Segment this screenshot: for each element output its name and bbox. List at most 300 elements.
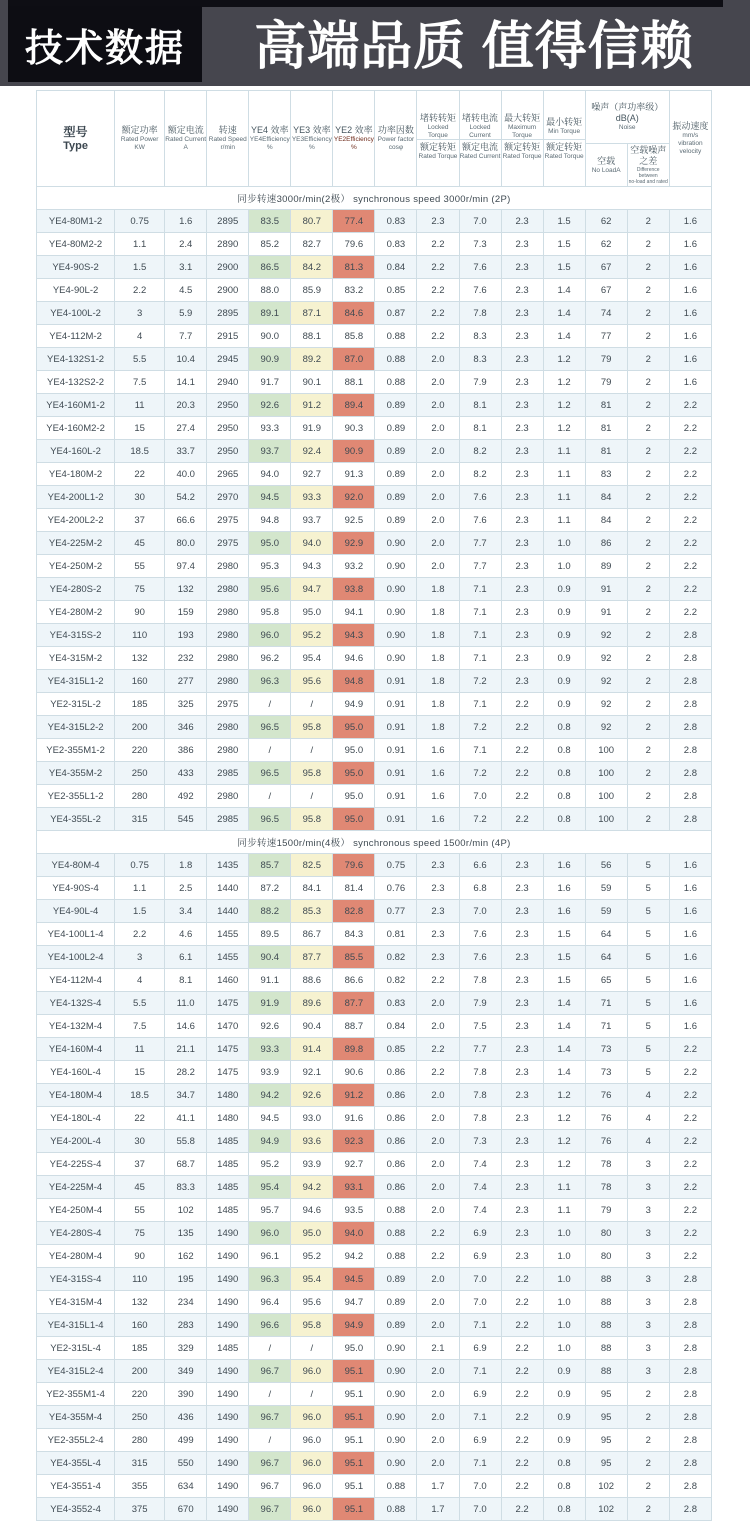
- value-cell: 81: [585, 394, 627, 417]
- value-cell: 85.2: [249, 233, 291, 256]
- value-cell: 93.1: [333, 1176, 375, 1199]
- value-cell: 545: [165, 808, 207, 831]
- value-cell: 2.8: [669, 1268, 711, 1291]
- value-cell: 92.5: [333, 509, 375, 532]
- model-cell: YE4-100L-2: [37, 302, 115, 325]
- value-cell: 2.2: [669, 1245, 711, 1268]
- value-cell: 2.3: [501, 325, 543, 348]
- column-header: [37, 91, 115, 187]
- table-row: [37, 808, 712, 831]
- value-cell: 2.3: [501, 348, 543, 371]
- value-cell: 0.8: [543, 739, 585, 762]
- value-cell: 54.2: [165, 486, 207, 509]
- value-cell: 62: [585, 210, 627, 233]
- value-cell: 1485: [207, 1176, 249, 1199]
- value-cell: 7.5: [459, 1015, 501, 1038]
- value-cell: 2.0: [417, 532, 459, 555]
- value-cell: 95.2: [291, 1245, 333, 1268]
- column-header: [333, 91, 375, 187]
- value-cell: 2.8: [669, 1314, 711, 1337]
- value-cell: 95.1: [333, 1429, 375, 1452]
- table-row: [37, 1475, 712, 1498]
- value-cell: 2.3: [417, 210, 459, 233]
- value-cell: 94.6: [333, 647, 375, 670]
- table-row: [37, 762, 712, 785]
- header-label: no-load and rated: [628, 179, 668, 185]
- value-cell: 90.9: [333, 440, 375, 463]
- value-cell: 7.9: [459, 992, 501, 1015]
- value-cell: 95.0: [333, 716, 375, 739]
- value-cell: 64: [585, 946, 627, 969]
- value-cell: 11: [115, 394, 165, 417]
- value-cell: 95.7: [249, 1199, 291, 1222]
- value-cell: 2.3: [501, 1153, 543, 1176]
- value-cell: 0.9: [543, 578, 585, 601]
- header-label: Rated Power: [120, 136, 159, 143]
- section-header-row: [37, 831, 712, 854]
- value-cell: 94.7: [333, 1291, 375, 1314]
- value-cell: 2: [627, 716, 669, 739]
- table-row: [37, 923, 712, 946]
- value-cell: 2.0: [417, 1406, 459, 1429]
- value-cell: 96.4: [249, 1291, 291, 1314]
- header-label: YE4 效率: [251, 125, 289, 135]
- value-cell: 1490: [207, 1452, 249, 1475]
- value-cell: 6.9: [459, 1429, 501, 1452]
- value-cell: 1.8: [165, 854, 207, 877]
- value-cell: 91.2: [291, 394, 333, 417]
- value-cell: 0.91: [375, 670, 417, 693]
- model-cell: YE4-100L1-4: [37, 923, 115, 946]
- value-cell: 2.2: [669, 601, 711, 624]
- value-cell: 100: [585, 785, 627, 808]
- value-cell: 96.0: [249, 624, 291, 647]
- value-cell: 82.7: [291, 233, 333, 256]
- value-cell: 7.6: [459, 923, 501, 946]
- table-container: [0, 86, 750, 1535]
- value-cell: 2.3: [501, 624, 543, 647]
- header-label: 空载噪声之差: [630, 145, 667, 166]
- value-cell: 2: [627, 1406, 669, 1429]
- value-cell: 94.2: [333, 1245, 375, 1268]
- value-cell: /: [249, 1429, 291, 1452]
- value-cell: 95.1: [333, 1383, 375, 1406]
- ratio-numerator: [417, 114, 458, 140]
- value-cell: 0.86: [375, 1084, 417, 1107]
- value-cell: 2.8: [669, 1406, 711, 1429]
- value-cell: 1490: [207, 1245, 249, 1268]
- value-cell: 92.3: [333, 1130, 375, 1153]
- value-cell: 85.7: [249, 854, 291, 877]
- value-cell: 95.2: [291, 624, 333, 647]
- value-cell: 66.6: [165, 509, 207, 532]
- value-cell: 77: [585, 325, 627, 348]
- value-cell: 94.7: [291, 578, 333, 601]
- value-cell: 2.8: [669, 1452, 711, 1475]
- value-cell: 1.6: [669, 992, 711, 1015]
- value-cell: 95.0: [333, 762, 375, 785]
- value-cell: 1490: [207, 1360, 249, 1383]
- value-cell: 0.82: [375, 969, 417, 992]
- table-row: [37, 532, 712, 555]
- value-cell: 85.9: [291, 279, 333, 302]
- model-cell: YE4-180L-4: [37, 1107, 115, 1130]
- value-cell: 5: [627, 1015, 669, 1038]
- value-cell: 2.8: [669, 647, 711, 670]
- value-cell: 92.6: [249, 394, 291, 417]
- value-cell: 110: [115, 624, 165, 647]
- value-cell: 1.5: [115, 256, 165, 279]
- value-cell: 91.1: [249, 969, 291, 992]
- value-cell: 71: [585, 1015, 627, 1038]
- value-cell: 30: [115, 486, 165, 509]
- value-cell: 0.8: [543, 1498, 585, 1521]
- model-cell: YE4-280M-4: [37, 1245, 115, 1268]
- value-cell: 4: [627, 1107, 669, 1130]
- value-cell: 2.3: [417, 854, 459, 877]
- value-cell: 21.1: [165, 1038, 207, 1061]
- value-cell: 2.8: [669, 670, 711, 693]
- header-label: 额定转矩: [504, 142, 541, 152]
- value-cell: 8.2: [459, 463, 501, 486]
- value-cell: 0.90: [375, 1406, 417, 1429]
- value-cell: 1.6: [417, 739, 459, 762]
- value-cell: 37: [115, 509, 165, 532]
- value-cell: 95.3: [249, 555, 291, 578]
- value-cell: 7.2: [459, 762, 501, 785]
- value-cell: 96.5: [249, 762, 291, 785]
- value-cell: 670: [165, 1498, 207, 1521]
- value-cell: 634: [165, 1475, 207, 1498]
- model-cell: YE4-355M-4: [37, 1406, 115, 1429]
- value-cell: 1.5: [543, 946, 585, 969]
- value-cell: /: [249, 739, 291, 762]
- value-cell: 1.2: [543, 1130, 585, 1153]
- value-cell: 83.5: [249, 210, 291, 233]
- model-cell: YE4-225M-2: [37, 532, 115, 555]
- value-cell: 1475: [207, 1061, 249, 1084]
- value-cell: 73: [585, 1038, 627, 1061]
- value-cell: 2: [627, 1383, 669, 1406]
- value-cell: 1.6: [669, 854, 711, 877]
- value-cell: 2.8: [669, 1429, 711, 1452]
- value-cell: 4.5: [165, 279, 207, 302]
- value-cell: 96.0: [291, 1406, 333, 1429]
- table-row: [37, 647, 712, 670]
- value-cell: 375: [115, 1498, 165, 1521]
- value-cell: 89.6: [291, 992, 333, 1015]
- value-cell: 2.2: [501, 1383, 543, 1406]
- value-cell: 3: [115, 302, 165, 325]
- value-cell: 87.7: [333, 992, 375, 1015]
- value-cell: 2.0: [417, 1429, 459, 1452]
- value-cell: 2: [627, 578, 669, 601]
- value-cell: 0.77: [375, 900, 417, 923]
- header-label: Locked Torque: [427, 123, 449, 139]
- value-cell: 386: [165, 739, 207, 762]
- value-cell: 1.6: [417, 785, 459, 808]
- value-cell: 96.3: [249, 1268, 291, 1291]
- value-cell: 2.0: [417, 1015, 459, 1038]
- value-cell: 75: [115, 1222, 165, 1245]
- value-cell: 2970: [207, 486, 249, 509]
- value-cell: 95.4: [291, 647, 333, 670]
- value-cell: 1.2: [543, 371, 585, 394]
- header-label: Noise: [618, 124, 636, 131]
- value-cell: 88.0: [249, 279, 291, 302]
- value-cell: 91.9: [291, 417, 333, 440]
- value-cell: 1.2: [543, 1107, 585, 1130]
- value-cell: /: [249, 1383, 291, 1406]
- value-cell: 349: [165, 1360, 207, 1383]
- value-cell: 2.3: [417, 923, 459, 946]
- value-cell: 6.9: [459, 1383, 501, 1406]
- header-label: 堵转转矩: [419, 112, 456, 123]
- value-cell: 7.6: [459, 486, 501, 509]
- value-cell: 2.3: [501, 279, 543, 302]
- value-cell: 93.3: [249, 417, 291, 440]
- value-cell: 2.3: [501, 440, 543, 463]
- value-cell: 0.90: [375, 1452, 417, 1475]
- value-cell: /: [249, 1337, 291, 1360]
- value-cell: 1.0: [543, 555, 585, 578]
- value-cell: 1.6: [165, 210, 207, 233]
- value-cell: 1435: [207, 854, 249, 877]
- table-row: [37, 854, 712, 877]
- value-cell: 2.3: [501, 417, 543, 440]
- value-cell: 1460: [207, 969, 249, 992]
- value-cell: 84.1: [291, 877, 333, 900]
- value-cell: 0.9: [543, 601, 585, 624]
- value-cell: 0.84: [375, 1015, 417, 1038]
- value-cell: 80.0: [165, 532, 207, 555]
- value-cell: 2: [627, 394, 669, 417]
- value-cell: 2.8: [669, 1383, 711, 1406]
- value-cell: 2.3: [501, 256, 543, 279]
- model-cell: YE4-315L1-2: [37, 670, 115, 693]
- value-cell: 2.2: [501, 739, 543, 762]
- value-cell: 96.7: [249, 1360, 291, 1383]
- value-cell: 0.9: [543, 1406, 585, 1429]
- value-cell: 0.89: [375, 1314, 417, 1337]
- value-cell: 7.9: [459, 371, 501, 394]
- value-cell: 76: [585, 1130, 627, 1153]
- model-cell: YE4-280S-4: [37, 1222, 115, 1245]
- value-cell: 1.6: [669, 256, 711, 279]
- value-cell: 93.3: [249, 1038, 291, 1061]
- value-cell: 2.0: [417, 1084, 459, 1107]
- value-cell: 2945: [207, 348, 249, 371]
- header-label: Power factor: [377, 136, 415, 143]
- value-cell: 2.8: [669, 693, 711, 716]
- value-cell: 1.0: [543, 1314, 585, 1337]
- model-cell: YE4-90S-2: [37, 256, 115, 279]
- header-label: 功率因数: [377, 125, 414, 135]
- value-cell: 87.1: [291, 302, 333, 325]
- value-cell: 67: [585, 279, 627, 302]
- value-cell: 59: [585, 900, 627, 923]
- model-cell: YE4-180M-4: [37, 1084, 115, 1107]
- value-cell: 492: [165, 785, 207, 808]
- value-cell: 2.3: [501, 555, 543, 578]
- value-cell: 2.3: [417, 877, 459, 900]
- value-cell: 2890: [207, 233, 249, 256]
- value-cell: 8.1: [459, 417, 501, 440]
- header-banner: [0, 0, 750, 86]
- value-cell: 132: [165, 578, 207, 601]
- value-cell: 94.3: [333, 624, 375, 647]
- tech-data-badge: [8, 6, 202, 82]
- value-cell: 3: [115, 946, 165, 969]
- value-cell: 90.6: [333, 1061, 375, 1084]
- column-header-ratio: [543, 91, 585, 187]
- header-label: 最小转矩: [546, 116, 583, 127]
- header-label: No LoadA: [591, 166, 621, 174]
- value-cell: 436: [165, 1406, 207, 1429]
- value-cell: 2: [627, 1429, 669, 1452]
- header-label: YE4Efficiency: [249, 136, 290, 143]
- value-cell: 1.8: [417, 578, 459, 601]
- value-cell: 95: [585, 1452, 627, 1475]
- model-cell: YE4-200L1-2: [37, 486, 115, 509]
- value-cell: 96.1: [249, 1245, 291, 1268]
- value-cell: 55.8: [165, 1130, 207, 1153]
- value-cell: 2.2: [669, 532, 711, 555]
- header-label: 最大转矩: [504, 112, 541, 123]
- value-cell: /: [249, 693, 291, 716]
- value-cell: 0.91: [375, 739, 417, 762]
- table-row: [37, 785, 712, 808]
- model-cell: YE4-160M1-2: [37, 394, 115, 417]
- value-cell: 2.2: [669, 1084, 711, 1107]
- value-cell: 2.2: [417, 1038, 459, 1061]
- value-cell: 89.4: [333, 394, 375, 417]
- value-cell: 0.83: [375, 992, 417, 1015]
- spec-table-body: [37, 187, 712, 1521]
- value-cell: 2.3: [501, 1176, 543, 1199]
- table-row: [37, 992, 712, 1015]
- header-label: Min Torque: [548, 127, 581, 135]
- model-cell: YE4-315L1-4: [37, 1314, 115, 1337]
- value-cell: 85.8: [333, 325, 375, 348]
- value-cell: 7.0: [459, 1268, 501, 1291]
- value-cell: 7.7: [165, 325, 207, 348]
- value-cell: 2.2: [501, 1429, 543, 1452]
- value-cell: 0.91: [375, 716, 417, 739]
- value-cell: 2.2: [501, 1475, 543, 1498]
- value-cell: 95.0: [249, 532, 291, 555]
- header-label: r/min: [220, 144, 235, 151]
- value-cell: 1455: [207, 946, 249, 969]
- value-cell: 1.6: [669, 1015, 711, 1038]
- value-cell: 8.3: [459, 348, 501, 371]
- value-cell: 2.2: [501, 808, 543, 831]
- model-cell: YE4-132S-4: [37, 992, 115, 1015]
- header-label: 转速: [218, 125, 237, 135]
- value-cell: 2.3: [501, 1199, 543, 1222]
- value-cell: 1490: [207, 1475, 249, 1498]
- header-label: YE2Efficiency: [333, 136, 374, 143]
- value-cell: 5: [627, 946, 669, 969]
- value-cell: 94.8: [333, 670, 375, 693]
- value-cell: 95.0: [333, 1337, 375, 1360]
- value-cell: 87.0: [333, 348, 375, 371]
- tech-data-badge-label: 技术数据: [24, 27, 185, 70]
- table-row: [37, 1429, 712, 1452]
- value-cell: 28.2: [165, 1061, 207, 1084]
- value-cell: 0.84: [375, 256, 417, 279]
- value-cell: 3: [627, 1337, 669, 1360]
- value-cell: 0.91: [375, 762, 417, 785]
- value-cell: 1.1: [543, 486, 585, 509]
- value-cell: 4: [115, 969, 165, 992]
- value-cell: 5: [627, 1038, 669, 1061]
- value-cell: 5: [627, 969, 669, 992]
- value-cell: 0.88: [375, 371, 417, 394]
- value-cell: 2915: [207, 325, 249, 348]
- ratio-denominator: [417, 140, 458, 164]
- value-cell: 1475: [207, 1038, 249, 1061]
- value-cell: 7.4: [459, 1199, 501, 1222]
- header-label: 额定转矩: [419, 142, 456, 152]
- value-cell: 220: [115, 739, 165, 762]
- value-cell: 7.8: [459, 1084, 501, 1107]
- value-cell: 96.0: [291, 1498, 333, 1521]
- value-cell: 14.1: [165, 371, 207, 394]
- value-cell: 2.2: [669, 1199, 711, 1222]
- value-cell: 0.86: [375, 1130, 417, 1153]
- value-cell: 94.8: [249, 509, 291, 532]
- value-cell: 1.5: [543, 969, 585, 992]
- value-cell: 18.5: [115, 440, 165, 463]
- value-cell: 95.1: [333, 1498, 375, 1521]
- value-cell: 7.1: [459, 1406, 501, 1429]
- table-row: [37, 578, 712, 601]
- value-cell: 84.3: [333, 923, 375, 946]
- value-cell: 7.0: [459, 785, 501, 808]
- model-cell: YE2-315L-2: [37, 693, 115, 716]
- value-cell: 7.2: [459, 716, 501, 739]
- value-cell: 78: [585, 1153, 627, 1176]
- value-cell: 7.8: [459, 302, 501, 325]
- value-cell: 88: [585, 1337, 627, 1360]
- value-cell: 86.6: [333, 969, 375, 992]
- value-cell: 1.1: [543, 1199, 585, 1222]
- value-cell: 95.8: [249, 601, 291, 624]
- table-row: [37, 463, 712, 486]
- value-cell: 92: [585, 670, 627, 693]
- value-cell: 62: [585, 233, 627, 256]
- value-cell: 80.7: [291, 210, 333, 233]
- table-row: [37, 739, 712, 762]
- value-cell: 2: [627, 785, 669, 808]
- value-cell: 2.2: [669, 1061, 711, 1084]
- value-cell: 65: [585, 969, 627, 992]
- value-cell: 1.0: [543, 1268, 585, 1291]
- model-cell: YE4-132S2-2: [37, 371, 115, 394]
- value-cell: 94.3: [291, 555, 333, 578]
- value-cell: 2.3: [501, 601, 543, 624]
- value-cell: 7.1: [459, 624, 501, 647]
- value-cell: 5: [627, 877, 669, 900]
- value-cell: 86.5: [249, 256, 291, 279]
- value-cell: /: [291, 739, 333, 762]
- value-cell: 92.9: [333, 532, 375, 555]
- value-cell: 4: [627, 1130, 669, 1153]
- value-cell: 3.1: [165, 256, 207, 279]
- value-cell: 7.3: [459, 1130, 501, 1153]
- value-cell: 283: [165, 1314, 207, 1337]
